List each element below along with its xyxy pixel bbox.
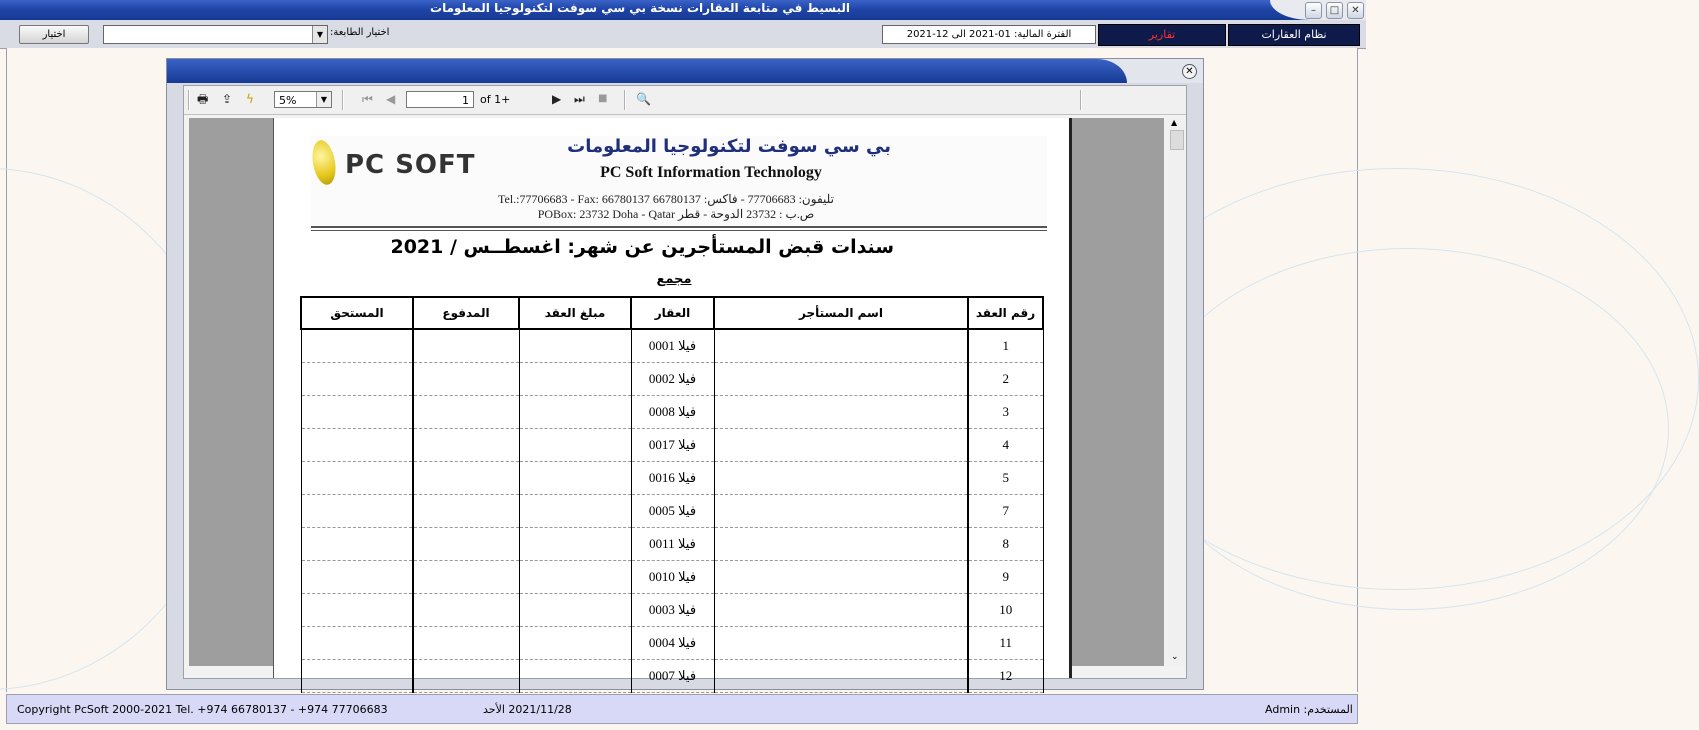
- cell-tenant: [714, 528, 968, 561]
- cell-property: فيلا 0010: [631, 561, 714, 594]
- scroll-down-icon[interactable]: ⌄: [1171, 652, 1179, 662]
- cell-contract-no: 3: [968, 396, 1043, 429]
- cell-contract-amount: [519, 561, 631, 594]
- cell-property: فيلا 0017: [631, 429, 714, 462]
- table-row: [301, 561, 1043, 594]
- report-header: [311, 136, 1047, 226]
- cell-tenant: [714, 660, 968, 693]
- scrollbar-thumb[interactable]: [1170, 130, 1184, 150]
- copyright-text: Copyright PcSoft 2000-2021 Tel. +974 66780137 - +974 77706683: [17, 703, 388, 716]
- cell-property: فيلا 0007: [631, 660, 714, 693]
- cell-property: فيلا 0002: [631, 363, 714, 396]
- cell-paid: [413, 462, 519, 495]
- export-icon[interactable]: ⇪: [222, 92, 233, 106]
- tab-reports[interactable]: تقارير: [1098, 24, 1226, 46]
- column-header-paid: المدفوع: [413, 297, 519, 329]
- zoom-select[interactable]: [274, 91, 332, 108]
- current-date: 2021/11/28 الأحد: [483, 703, 572, 716]
- next-page-icon[interactable]: ▶: [552, 92, 562, 106]
- cell-contract-amount: [519, 528, 631, 561]
- cell-paid: [413, 363, 519, 396]
- first-page-icon[interactable]: ⏮: [362, 92, 373, 106]
- cell-property: فيلا 0005: [631, 495, 714, 528]
- cell-contract-no: 8: [968, 528, 1043, 561]
- cell-due: [301, 561, 413, 594]
- status-bar: [6, 694, 1358, 724]
- table-row: [301, 462, 1043, 495]
- report-canvas: [189, 118, 1164, 683]
- cell-contract-amount: [519, 462, 631, 495]
- cell-due: [301, 396, 413, 429]
- table-header-row: [301, 297, 1043, 329]
- maximize-button[interactable]: □: [1326, 2, 1343, 19]
- table-row: [301, 396, 1043, 429]
- cell-due: [301, 495, 413, 528]
- cell-paid: [413, 594, 519, 627]
- printer-icon[interactable]: 🖶: [197, 92, 209, 106]
- printer-label: اختيار الطابعة:: [330, 27, 390, 38]
- cell-contract-amount: [519, 329, 631, 363]
- cell-property: فيلا 0001: [631, 329, 714, 363]
- cell-tenant: [714, 462, 968, 495]
- cell-tenant: [714, 363, 968, 396]
- cell-property: فيلا 0016: [631, 462, 714, 495]
- toolbar-separator: [624, 90, 626, 110]
- report-page: [273, 118, 1069, 683]
- cell-paid: [413, 329, 519, 363]
- column-header-tenant: اسم المستأجر: [714, 297, 968, 329]
- cell-due: [301, 363, 413, 396]
- cell-contract-no: 4: [968, 429, 1043, 462]
- cell-tenant: [714, 627, 968, 660]
- cell-property: فيلا 0008: [631, 396, 714, 429]
- cell-tenant: [714, 495, 968, 528]
- table-row: [301, 429, 1043, 462]
- minimize-button[interactable]: –: [1305, 2, 1322, 19]
- cell-contract-no: 11: [968, 627, 1043, 660]
- company-logo-icon: [309, 138, 338, 186]
- window-title: البسيط في متابعة العقارات نسخة بي سي سوفت لتكنولوجيا المعلومات: [430, 1, 850, 15]
- cell-due: [301, 329, 413, 363]
- cell-contract-amount: [519, 429, 631, 462]
- column-header-contract-amount: مبلغ العقد: [519, 297, 631, 329]
- cell-contract-no: 9: [968, 561, 1043, 594]
- cell-contract-no: 1: [968, 329, 1043, 363]
- cell-property: فيلا 0011: [631, 528, 714, 561]
- report-window: [166, 58, 1204, 690]
- cell-due: [301, 528, 413, 561]
- fiscal-period-field: الفترة المالية: 01-2021 الى 12-2021: [882, 25, 1096, 44]
- cell-contract-amount: [519, 495, 631, 528]
- toolbar-separator: [342, 90, 344, 110]
- table-row: [301, 528, 1043, 561]
- last-page-icon[interactable]: ⏭: [574, 92, 585, 106]
- close-report-icon[interactable]: ✕: [1182, 64, 1197, 79]
- receipts-table: [300, 296, 1044, 693]
- company-logo-text: PC SOFT: [345, 150, 476, 180]
- cell-contract-amount: [519, 396, 631, 429]
- scroll-up-icon[interactable]: ▲: [1171, 118, 1178, 127]
- cell-property: فيلا 0003: [631, 594, 714, 627]
- window-title-bar: [0, 0, 1366, 20]
- cell-tenant: [714, 594, 968, 627]
- report-window-header: [167, 59, 1203, 83]
- cell-contract-amount: [519, 660, 631, 693]
- cell-paid: [413, 528, 519, 561]
- column-header-due: المستحق: [301, 297, 413, 329]
- cell-contract-no: 12: [968, 660, 1043, 693]
- contact-phone-line: تليفون: 77706683 - فاكس: 66780137 Tel.:77706683 - Fax: 66780137: [498, 192, 834, 206]
- cell-paid: [413, 396, 519, 429]
- cell-contract-amount: [519, 363, 631, 396]
- close-button[interactable]: ✕: [1347, 2, 1364, 19]
- column-header-property: العقار: [631, 297, 714, 329]
- cell-tenant: [714, 329, 968, 363]
- table-row: [301, 329, 1043, 363]
- cell-due: [301, 594, 413, 627]
- cell-contract-no: 2: [968, 363, 1043, 396]
- report-viewer: [183, 85, 1187, 683]
- tab-real-estate-system[interactable]: نظام العقارات: [1228, 24, 1360, 46]
- header-divider: [311, 230, 1047, 231]
- cell-paid: [413, 495, 519, 528]
- current-user: المستخدم: Admin: [1265, 703, 1353, 716]
- table-row: [301, 495, 1043, 528]
- table-row: [301, 660, 1043, 693]
- cell-paid: [413, 660, 519, 693]
- report-window-title-bar: [167, 59, 1127, 83]
- lightning-icon[interactable]: ϟ: [246, 92, 254, 106]
- stop-icon[interactable]: ■: [598, 93, 608, 104]
- header-divider: [311, 226, 1047, 228]
- cell-due: [301, 627, 413, 660]
- printer-select[interactable]: [103, 25, 328, 44]
- page-count: of 1+: [480, 93, 511, 106]
- toolbar-separator: [188, 90, 190, 110]
- column-header-contract-no: رقم العقد: [968, 297, 1043, 329]
- cell-paid: [413, 429, 519, 462]
- background-swirl: [1147, 248, 1669, 610]
- company-name-arabic: بي سي سوفت لتكنولوجيا المعلومات: [567, 136, 891, 157]
- choose-printer-button[interactable]: اختيار: [19, 25, 89, 44]
- viewer-toolbar: [184, 86, 1186, 115]
- chevron-down-icon[interactable]: ▼: [312, 26, 327, 43]
- vertical-scrollbar[interactable]: [1168, 118, 1184, 666]
- toolbar-separator: [1080, 90, 1082, 110]
- page-number-input[interactable]: 1: [406, 91, 474, 108]
- table-row: [301, 594, 1043, 627]
- cell-tenant: [714, 429, 968, 462]
- company-name-english: PC Soft Information Technology: [600, 164, 822, 181]
- cell-tenant: [714, 561, 968, 594]
- cell-property: فيلا 0004: [631, 627, 714, 660]
- report-title: سندات قبض المستأجرين عن شهر: اغسطــس / 2021: [390, 236, 894, 258]
- cell-due: [301, 462, 413, 495]
- cell-due: [301, 660, 413, 693]
- cell-contract-no: 7: [968, 495, 1043, 528]
- table-row: [301, 627, 1043, 660]
- cell-paid: [413, 627, 519, 660]
- cell-contract-amount: [519, 594, 631, 627]
- previous-page-icon[interactable]: ◀: [386, 92, 396, 106]
- summary-label: مجمع: [656, 272, 692, 287]
- top-toolbar: [0, 20, 1366, 49]
- binoculars-icon[interactable]: 🔍: [636, 92, 651, 106]
- cell-contract-amount: [519, 627, 631, 660]
- zoom-value: 5%: [279, 94, 297, 107]
- cell-due: [301, 429, 413, 462]
- cell-contract-no: 5: [968, 462, 1043, 495]
- chevron-down-icon[interactable]: ▼: [316, 92, 331, 107]
- cell-tenant: [714, 396, 968, 429]
- table-row: [301, 363, 1043, 396]
- cell-paid: [413, 561, 519, 594]
- contact-address-line: ص.ب : 23732 الدوحة - قطر POBox: 23732 Doha - Qatar: [537, 207, 815, 221]
- cell-contract-no: 10: [968, 594, 1043, 627]
